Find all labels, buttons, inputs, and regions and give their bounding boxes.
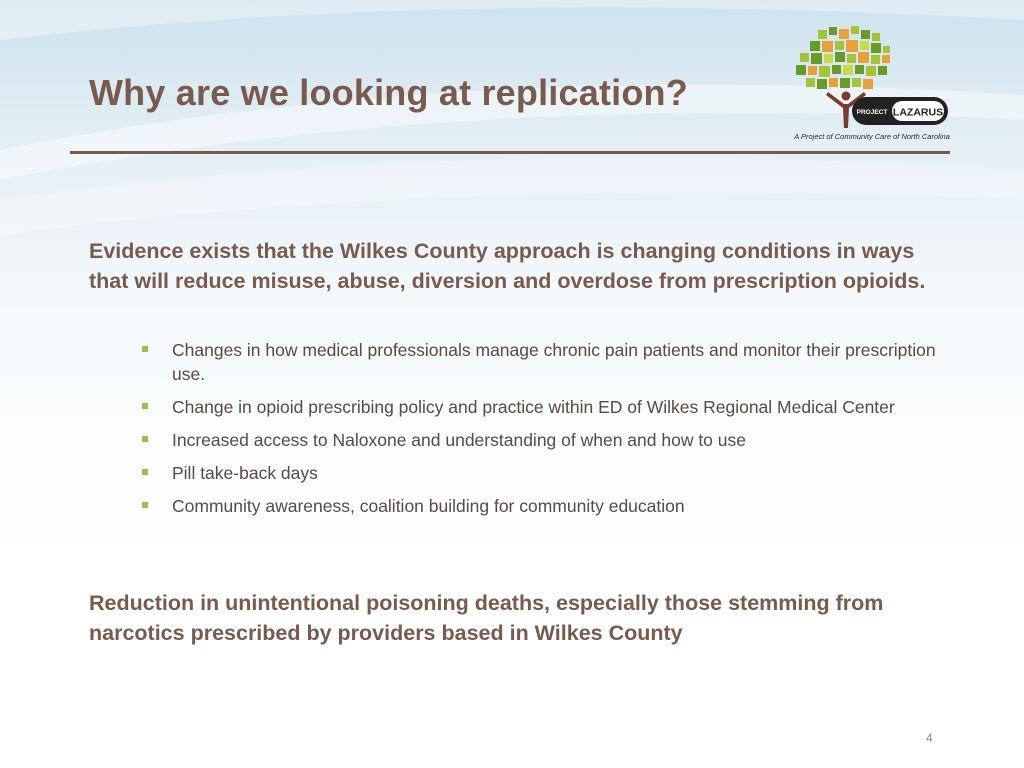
page-number: 4 (926, 731, 933, 745)
bullet-item (140, 494, 940, 518)
square-bullet-icon (142, 502, 148, 508)
bullet-text: Pill take-back days (172, 463, 318, 483)
slide-title: Why are we looking at replication? (89, 72, 688, 113)
bullet-item (140, 395, 940, 419)
badge-project-text: PROJECT (856, 109, 888, 116)
bullet-text: Increased access to Naloxone and understanding of when and how to use (172, 430, 746, 450)
lead-paragraph-reduction: Reduction in unintentional poisoning deaths, especially those stemming from narcotics prescribed by providers based in Wilkes County (89, 591, 884, 645)
bullet-item (140, 338, 940, 386)
bullet-item (140, 428, 940, 452)
lazarus-badge (852, 97, 948, 125)
square-bullet-icon (142, 436, 148, 442)
bullet-item (140, 461, 940, 485)
square-bullet-icon (142, 403, 148, 409)
bullet-text: Change in opioid prescribing policy and practice within ED of Wilkes Regional Medical Center (172, 397, 895, 417)
bullet-text: Changes in how medical professionals manage chronic pain patients and monitor their prescription use. (172, 340, 936, 384)
square-bullet-icon (142, 346, 148, 352)
bullet-list (140, 338, 940, 527)
lead-paragraph-evidence: Evidence exists that the Wilkes County approach is changing conditions in ways that will reduce misuse, abuse, diversion and overdose from prescription opioids. (89, 239, 926, 293)
logo-caption: A Project of Community Care of North Carolina (794, 132, 950, 141)
bullet-text: Community awareness, coalition building for community education (172, 496, 685, 516)
badge-lazarus-text: LAZARUS (892, 106, 944, 119)
title-divider (70, 151, 950, 154)
tree-canopy (796, 26, 890, 89)
project-lazarus-logo (788, 22, 956, 146)
square-bullet-icon (142, 469, 148, 475)
